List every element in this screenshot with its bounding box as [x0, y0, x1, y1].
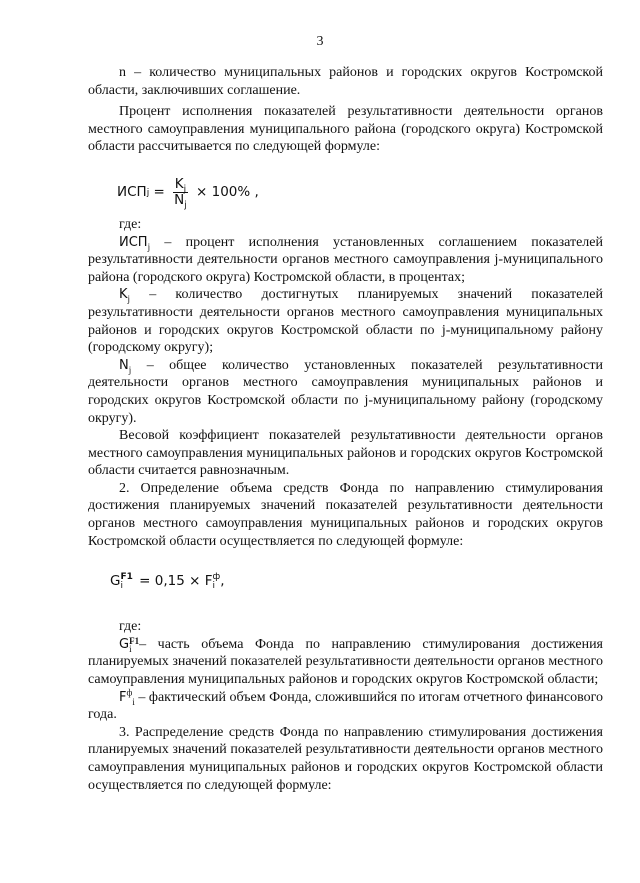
- formula-isp-rhs: × 100% ,: [191, 184, 259, 201]
- formula-g-mid: = 0,15 ×: [134, 573, 205, 590]
- paragraph-percent-intro: Процент исполнения показателей результативности деятельности органов местного самоуправления муниципального района (городского округа) Костромской области рассчитывается по следующей формуле:: [88, 104, 603, 155]
- definition-f-sub: i: [132, 696, 135, 707]
- paragraph-section-2: 2. Определение объема средств Фонда по направлению стимулирования достижения планируемых значений показателей результативности деятельности органов местного самоуправления муниципальных районов и городских округов Костромской области осуществляется по следующей формуле:: [88, 480, 603, 549]
- paragraph-section-3: 3. Распределение средств Фонда по направлению стимулирования достижения планируемых значений показателей результативности деятельности органов местного самоуправления муниципальных районов и городских округов Костромской области осуществляется по следующей формуле:: [88, 724, 603, 793]
- where-label-1: где:: [119, 216, 142, 232]
- paragraph-n-definition: n – количество муниципальных районов и городских округов Костромской области, заключивших соглашение.: [88, 65, 603, 98]
- definition-n: [88, 357, 603, 427]
- definition-g-symbol: G: [119, 636, 130, 652]
- definition-k-symbol: K: [119, 287, 128, 303]
- formula-g-tail: ,: [220, 573, 225, 590]
- formula-g-rhs-sup: ф: [212, 572, 221, 583]
- definition-k-sub: j: [127, 294, 131, 305]
- formula-isp-fraction: [172, 176, 189, 212]
- formula-isp-denominator: N: [174, 192, 185, 209]
- formula-g-rhs: F: [204, 573, 213, 590]
- formula-g-lhs: G: [110, 573, 121, 590]
- definition-k: [88, 286, 603, 356]
- definition-g-text: – часть объема Фонда по направлению стимулирования достижения планируемых значений показателей результативности деятельности органов местного самоуправления муниципальных районов и городских округов Костромской области;: [88, 636, 603, 688]
- paragraph-weight: Весовой коэффициент показателей результативности деятельности органов местного самоуправления муниципальных районов и городских округов Костромской области считается равнозначным.: [88, 428, 603, 479]
- definition-isp: [88, 234, 603, 287]
- definition-isp-symbol: ИСП: [119, 234, 148, 250]
- formula-isp-denominator-sub: j: [184, 201, 187, 212]
- definition-k-text: – количество достигнутых планируемых значений показателей результативности деятельности органов местного самоуправления муниципальных районов и городских округов Костромской области по j-муниципальному району (городскому округу);: [88, 287, 603, 356]
- formula-g: [110, 568, 603, 596]
- page-number: 3: [316, 34, 324, 49]
- where-label-2: где:: [119, 619, 142, 635]
- formula-isp-numerator-sub: j: [183, 185, 187, 196]
- definition-n-text: – общее количество установленных показателей результативности деятельности органов местного самоуправления муниципальных районов и городских округов Костромской области по j-муниципальному району (городскому округу).: [88, 357, 603, 426]
- formula-isp-eq: =: [149, 184, 170, 201]
- definition-isp-text: – процент исполнения установленных соглашением показателей результативности деятельности органов местного самоуправления j-муниципального района (городского округа) Костромской области, в процентах;: [88, 234, 603, 285]
- definition-n-symbol: N: [119, 357, 129, 373]
- formula-isp: ИСП j = $\frac{K_j}{N_j}$ × 100% ,: [117, 176, 259, 212]
- definition-g-sub: i: [129, 643, 132, 654]
- formula-isp-lhs: ИСП: [117, 184, 147, 201]
- definition-isp-sub: j: [147, 241, 151, 252]
- formula-isp-numerator: K: [174, 176, 184, 193]
- definition-f-symbol: F: [119, 689, 127, 705]
- document-body: [88, 64, 603, 794]
- definition-f: [88, 686, 603, 724]
- formula-g-rhs-sub: i: [212, 581, 216, 592]
- definition-n-sub: j: [128, 364, 132, 375]
- definition-g: [88, 636, 603, 689]
- formula-g-lhs-sup: F1: [120, 572, 133, 583]
- definition-f-text: – фактический объем Фонда, сложившийся по итогам отчетного финансового года.: [88, 689, 603, 723]
- definition-f-sup: ф: [126, 686, 133, 697]
- formula-g-lhs-sub: i: [120, 581, 123, 592]
- definition-g-sup: F1: [129, 635, 140, 646]
